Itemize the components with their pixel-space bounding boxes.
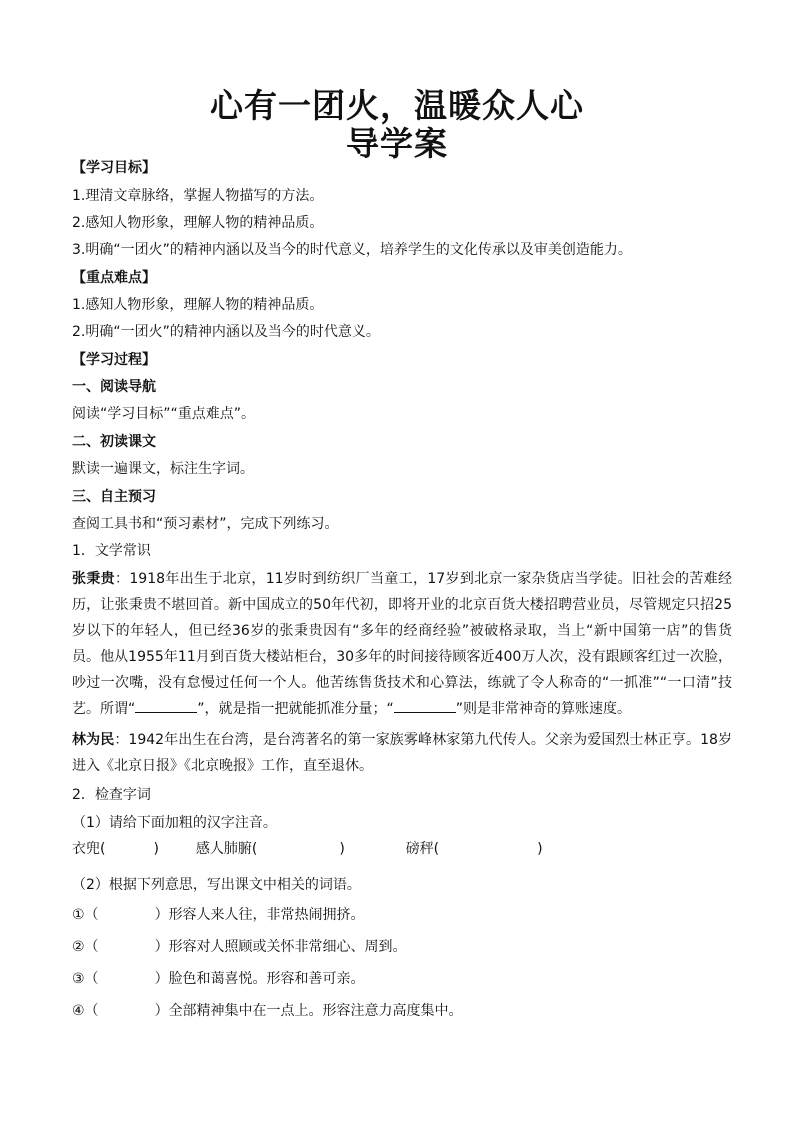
subsection-heading: 一、阅读导航 (72, 379, 156, 395)
subsection-text: 阅读“学习目标”“重点难点”。 (72, 406, 256, 422)
goal-item: 1.理清文章脉络，掌握人物描写的方法。 (72, 188, 324, 204)
goal-item: 2.感知人物形象，理解人物的精神品质。 (72, 215, 324, 231)
paragraph-text: ”，就是指一把就能抓准分量；“ (197, 701, 394, 717)
paragraph-text: ”则是非常神奇的算账速度。 (455, 701, 632, 717)
zhang-bing-gui-paragraph (72, 566, 732, 722)
document-title: 心有一团火，温暖众人心 (210, 86, 584, 125)
pinyin-item: 感人肺腑( ) (195, 841, 345, 857)
pinyin-row (72, 839, 543, 859)
section-heading-key-points: 【重点难点】 (72, 270, 156, 286)
subsection-heading: 三、自主预习 (72, 489, 156, 505)
pinyin-item: 衣兜( ) (72, 841, 159, 857)
pinyin-item: 磅秤( ) (405, 841, 543, 857)
goal-item: 3.明确“一团火”的精神内涵以及当今的时代意义，培养学生的文化传承以及审美创造能力。 (72, 242, 632, 258)
key-point-item: 2.明确“一团火”的精神内涵以及当今的时代意义。 (72, 324, 380, 340)
paragraph-text: ：1942年出生在台湾，是台湾著名的第一家族雾峰林家第九代传人。父亲为爱国烈士林正亨。18岁进入《北京日报》《北京晚报》工作，直至退休。 (72, 732, 732, 774)
subsection-text: 查阅工具书和“预习素材”，完成下列练习。 (72, 516, 339, 532)
lin-wei-min-paragraph (72, 727, 732, 779)
person-name: 林为民 (72, 732, 115, 748)
definition-item: ③（ ）脸色和蔼喜悦。形容和善可亲。 (72, 971, 365, 987)
definition-item: ②（ ）形容对人照顾或关怀非常细心、周到。 (72, 939, 407, 955)
fill-blank[interactable] (135, 698, 197, 713)
question-heading: 2．检查字词 (72, 787, 151, 803)
key-point-item: 1.感知人物形象，理解人物的精神品质。 (72, 297, 324, 313)
definition-item: ①（ ）形容人来人往，非常热闹拥挤。 (72, 907, 365, 923)
question-heading: 1．文学常识 (72, 543, 151, 559)
fill-blank[interactable] (394, 698, 456, 713)
document-subtitle: 导学案 (346, 124, 448, 163)
section-heading-process: 【学习过程】 (72, 352, 156, 368)
subsection-heading: 二、初读课文 (72, 434, 156, 450)
subsection-text: 默读一遍课文，标注生字词。 (72, 461, 254, 477)
question-prompt: （2）根据下列意思，写出课文中相关的词语。 (72, 877, 361, 893)
section-heading-goals: 【学习目标】 (72, 160, 156, 176)
definition-item: ④（ ）全部精神集中在一点上。形容注意力高度集中。 (72, 1003, 463, 1019)
paragraph-text: ：1918年出生于北京，11岁时到纺织厂当童工，17岁到北京一家杂货店当学徒。旧社会的苦难经历，让张秉贵不堪回首。新中国成立的50年代初，即将开业的北京百货大楼招聘营业员，尽管规定只招25岁以下的年轻人，但已经36岁的张秉贵因有“多年的经商经验”被破格录取，当上“新中国第一店”的售货员。他从1955年11月到百货大楼站柜台，30多年的时间接待顾客近400万人次，没有跟顾客红过一次脸，吵过一次嘴，没有怠慢过任何一个人。他苦练售货技术和心算法，练就了令人称奇的“一抓准”“一口清”技艺。所谓“ (72, 571, 732, 717)
question-prompt: （1）请给下面加粗的汉字注音。 (72, 815, 277, 831)
person-name: 张秉贵 (72, 571, 116, 587)
